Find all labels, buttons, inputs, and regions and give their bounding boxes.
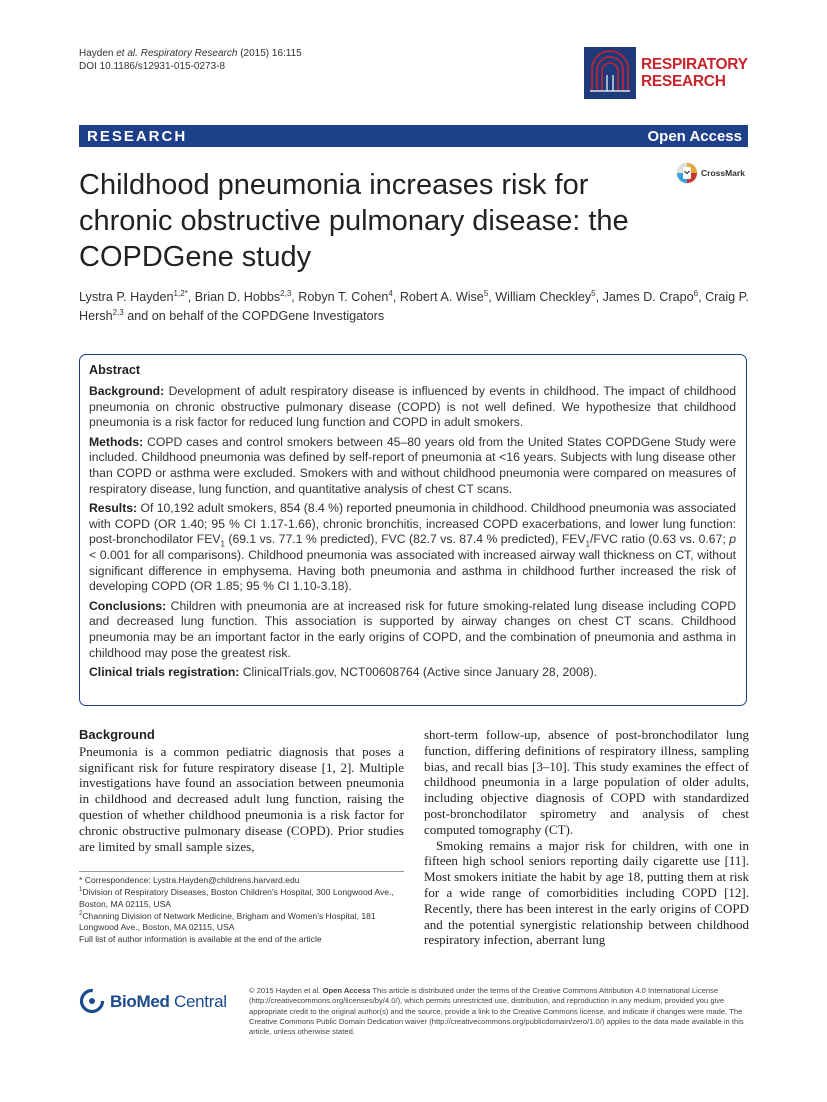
affiliation-1 [79,887,404,910]
author-name: William Checkley [495,290,592,304]
author-affiliation-number: 5 [591,288,596,298]
footnotes [79,871,404,947]
abstract-trials-text: ClinicalTrials.gov, NCT00608764 (Active since January 28, 2008). [242,665,598,680]
copyright-text: © 2015 Hayden et al. [249,986,323,995]
abstract-results-text: < 0.001 for all comparisons). Childhood pneumonia was associated with increased airway wall thickness on CT, without significant difference in emphysema. Having both pneumonia and asthma in childhood further increased the risk of developing COPD (OR 1.85; 95 % CI 1.10-3.18). [89,547,736,594]
abstract-results [89,501,736,595]
p-value-symbol: p [729,532,736,547]
journal-citation [79,47,302,73]
journal-logo-line2: RESEARCH [641,73,726,90]
author-separator: , [698,290,706,304]
journal-logo-line1: RESPIRATORY [641,56,748,73]
biomed-central-logo-icon [79,988,105,1014]
author-affiliation-number: 1,2* [173,288,188,298]
publisher-logo [79,984,239,1024]
crossmark-icon [676,162,698,184]
author-affiliation-number: 2,3 [280,288,292,298]
doi: DOI 10.1186/s12931-015-0273-8 [79,61,226,72]
citation-author: Hayden [79,48,114,59]
correspondence-note[interactable]: * Correspondence: Lystra.Hayden@childrens.harvard.edu [79,875,300,885]
article-title: Childhood pneumonia increases risk for chronic obstructive pulmonary disease: the COPDGene study [79,169,629,273]
subscript: 1 [220,539,225,549]
body-paragraph: short-term follow-up, absence of post-bronchodilator lung function, differing definitions of respiratory illness, sampling bias, and recall bias [3–10]. This study examines the effect of childhood pneumonia in a large population of older adults, including objective diagnosis of COPD with standardized post-bronchodilator spirometry and analysis of chest computed tomography (CT). [424,727,749,837]
author-name: Craig P. Hersh [79,290,749,323]
body-column-left [79,727,404,854]
article-type-banner [79,125,748,147]
license-statement [249,986,749,1037]
author-separator: , [488,290,496,304]
author-list [79,288,749,326]
abstract-heading: Abstract [89,363,141,377]
body-paragraph: Pneumonia is a common pediatric diagnosis that poses a significant risk for future respiratory disease [1, 2]. Multiple investigations have found an association between pneumonia in childhood and decreased adult lung function, raising the question of whether childhood pneumonia is a risk factor for chronic obstructive pulmonary disease (COPD). Prior studies are limited by small sample sizes, [79,743,404,854]
affiliation-text: Division of Respiratory Diseases, Boston Children's Hospital, 300 Longwood Ave., Boston, MA 02115, USA [79,887,394,909]
subscript: 1 [585,539,590,549]
section-heading-background: Background [79,727,155,742]
abstract-background [89,384,736,431]
citation-volume: (2015) 16:115 [240,48,302,59]
author-name: Lystra P. Hayden [79,290,174,304]
abstract-methods-label: Methods: [89,434,144,449]
publisher-name-bold: BioMed [110,992,170,1011]
affiliation-number: 1 [79,887,83,894]
abstract-conclusions-label: Conclusions: [89,598,167,613]
publisher-name [110,992,227,1012]
author-info-note: Full list of author information is available at the end of the article [79,934,322,945]
author-name: Brian D. Hobbs [194,290,281,304]
journal-logo-icon [584,47,636,99]
affiliation-number: 2 [79,911,83,918]
abstract-background-label: Background: [89,384,165,398]
crossmark-badge[interactable] [676,162,756,188]
abstract-results-text: /FVC ratio (0.63 vs. 0.67; [589,532,730,547]
body-column-right [424,727,749,948]
author-affiliation-number: 2,3 [112,307,124,317]
affiliation-2 [79,911,404,934]
abstract-conclusions-text: Children with pneumonia are at increased risk for future smoking-related lung disease including COPD and decreased lung function. This association is supported by airway changes on chest CT scans. Childhood pneumonia may be an important factor in the early origins of COPD, and the combination of pneumonia and asthma in childhood may pose the greatest risk. [89,598,736,660]
citation-line [79,47,302,60]
abstract-results-label: Results: [89,501,138,516]
open-access-label: Open Access [647,128,742,145]
affiliation-text: Channing Division of Network Medicine, Brigham and Women's Hospital, 181 Longwood Ave., Boston, MA 02115, USA [79,910,376,933]
citation-journal: Respiratory Research [140,48,238,59]
abstract-methods [89,435,736,497]
author-name: Robert A. Wise [399,290,484,304]
author-affiliation-number: 4 [388,288,393,298]
abstract-trials-label: Clinical trials registration: [89,665,240,680]
article-type-label: RESEARCH [87,128,188,145]
author-separator: , [392,290,400,304]
body-paragraph: Smoking remains a major risk for children, with one in fifteen high school seniors reporting daily cigarette use [11]. Most smokers initiate the habit by age 18, putting them at risk for a wide range of comorbidities including COPD [12]. Recently, there has been interest in the early origins of COPD and the potential synergistic relationship between childhood respiratory infection, aberrant lung [424,837,749,948]
citation-et-al: et al. [116,48,138,59]
abstract-trials [89,665,736,681]
author-separator: , [291,290,299,304]
abstract-conclusions [89,599,736,661]
abstract-box [79,354,747,706]
abstract-background-text: Development of adult respiratory disease is influenced by events in childhood. The impact of childhood pneumonia on chronic obstructive pulmonary disease (COPD) is not well defined. We hypothesize that childhood pneumonia is a risk factor for reduced lung function and COPD in adult smokers. [89,384,736,430]
author-affiliation-number: 6 [693,288,699,298]
abstract-results-text: (69.1 vs. 77.1 % predicted), FVC (82.7 vs. 87.4 % predicted), FEV [224,532,586,547]
publisher-name-rest: Central [169,992,227,1011]
author-name: Robyn T. Cohen [298,290,389,304]
author-name: James D. Crapo [602,290,694,304]
journal-logo [584,47,747,99]
author-affiliation-number: 5 [483,288,489,298]
abstract-results-text: Of 10,192 adult smokers, 854 (8.4 %) reported pneumonia in childhood. Childhood pneumonia was associated with COPD (OR 1.40; 95 % CI 1.17-1.66), chronic bronchitis, increased COPD exacerbations, and lower lung function: post-bronchodilator FEV [89,501,737,547]
author-group-note: and on behalf of the COPDGene Investigators [127,309,385,323]
open-access-term: Open Access [322,986,371,995]
author-separator: , [595,290,603,304]
license-text: This article is distributed under the terms of the Creative Commons Attribution 4.0 International License (http://creativecommons.org/licenses/by/4.0/), which permits unrestricted use, distribution, and reproduction in any medium, provided you give appropriate credit to the original author(s) and the source, provide a link to the Creative Commons license, and indicate if changes were made. The Creative Commons Public Domain Dedication waiver (http://creativecommons.org/publicdomain/zero/1.0/) applies to the data made available in this article, unless otherwise stated. [249,986,744,1037]
abstract-methods-text: COPD cases and control smokers between 45–80 years old from the United States COPDGene Study were included. Childhood pneumonia was defined by self-report of pneumonia at <16 years. Subjects with lung disease other than COPD or asthma were excluded. Smokers with and without childhood pneumonia were compared on measures of respiratory disease, lung function, and quantitative analysis of chest CT scans. [89,434,737,496]
crossmark-label: CrossMark [701,168,745,178]
author-separator: , [187,290,195,304]
journal-logo-text [641,56,748,90]
